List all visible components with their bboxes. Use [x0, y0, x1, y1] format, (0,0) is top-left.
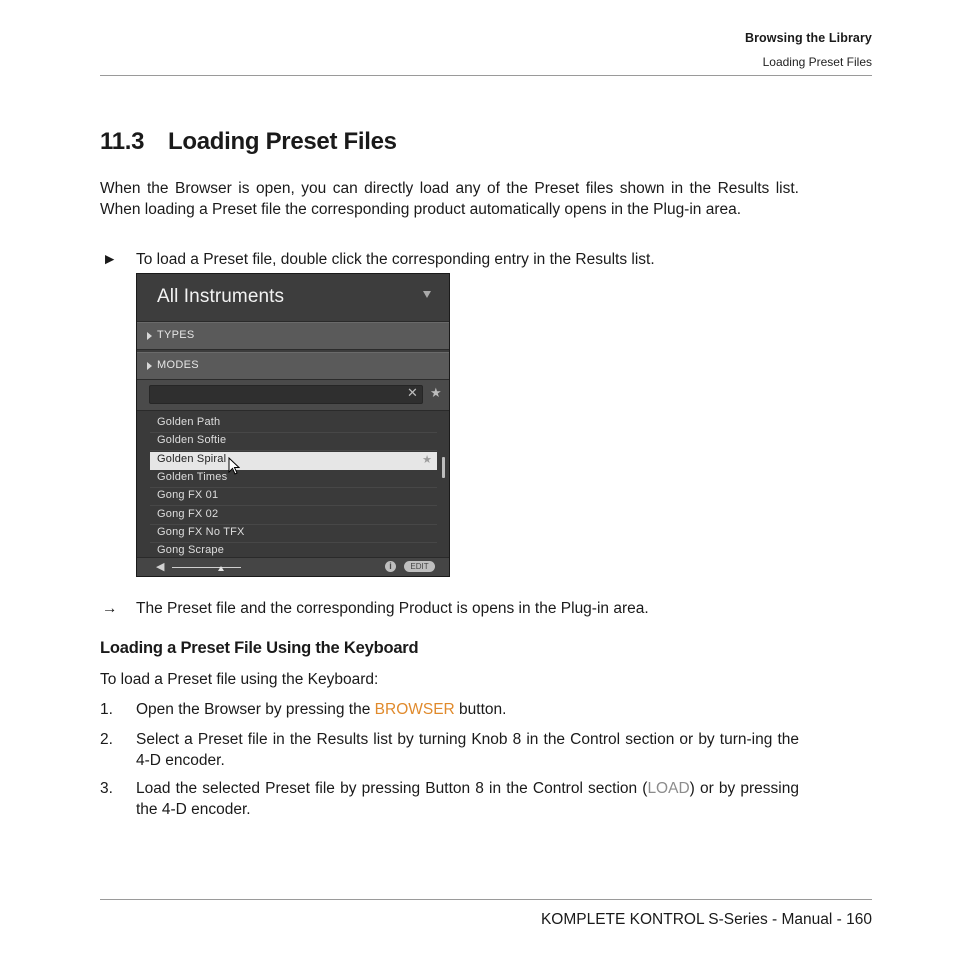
header-divider	[100, 75, 872, 76]
step-number: 3.	[100, 780, 113, 797]
step-number: 1.	[100, 701, 113, 718]
step-text	[136, 779, 799, 820]
results-list	[137, 411, 449, 557]
section-number: 11.3	[100, 128, 145, 155]
result-item[interactable]	[150, 415, 437, 433]
browser-panel-screenshot	[136, 273, 450, 577]
intro-paragraph: When the Browser is open, you can directly load any of the Preset files shown in the Results list. When loading a Preset file the corresponding product automatically opens in the Plug-in area.	[100, 180, 799, 218]
instruction-text: To load a Preset file, double click the corresponding entry in the Results list.	[136, 251, 655, 268]
volume-slider-handle[interactable]	[218, 566, 224, 571]
result-item-label: Gong FX 01	[157, 489, 219, 501]
instruction-arrow-icon: ►	[102, 251, 118, 268]
speaker-icon[interactable]: ◀	[156, 561, 165, 573]
result-item-selected[interactable]	[150, 452, 437, 470]
search-bar	[137, 380, 449, 411]
result-item[interactable]	[150, 470, 437, 488]
page-footer: KOMPLETE KONTROL S-Series - Manual - 160	[540, 911, 872, 928]
edit-button[interactable]: EDIT	[404, 561, 435, 572]
filter-modes[interactable]	[137, 352, 449, 380]
result-item-label: Gong FX No TFX	[157, 526, 245, 538]
subsection-heading: Loading a Preset File Using the Keyboard	[100, 639, 419, 657]
mouse-cursor-icon	[228, 457, 240, 475]
results-scrollbar[interactable]	[442, 457, 445, 478]
filter-types[interactable]	[137, 322, 449, 350]
result-item-label: Golden Spiral	[157, 453, 227, 465]
result-item-label: Golden Path	[157, 416, 221, 428]
result-item[interactable]	[150, 488, 437, 506]
result-item-label: Gong Scrape	[157, 544, 225, 556]
step-text-part: Open the Browser by pressing the	[136, 701, 375, 718]
result-item[interactable]	[150, 507, 437, 525]
browser-button-name: BROWSER	[374, 701, 455, 718]
clear-search-icon[interactable]: ✕	[407, 385, 418, 400]
filter-types-label: TYPES	[157, 329, 195, 341]
volume-slider[interactable]	[172, 567, 241, 568]
expand-triangle-icon	[147, 332, 152, 340]
search-input[interactable]	[149, 385, 423, 404]
filter-modes-label: MODES	[157, 359, 199, 371]
load-function-name: LOAD	[647, 780, 690, 797]
step-number: 2.	[100, 731, 113, 748]
section-title: Loading Preset Files	[168, 128, 397, 155]
favorite-star-icon[interactable]: ★	[422, 454, 432, 466]
expand-triangle-icon	[147, 362, 152, 370]
favorites-star-icon[interactable]: ★	[430, 385, 442, 400]
dropdown-caret-icon[interactable]	[423, 291, 431, 298]
step-text-part: Load the selected Preset file by pressing Button 8 in the Control section (	[136, 780, 648, 797]
instrument-selector-label: All Instruments	[157, 286, 285, 307]
result-item[interactable]	[150, 525, 437, 543]
result-text: The Preset file and the corresponding Product is opens in the Plug-in area.	[136, 600, 649, 617]
step-text	[136, 700, 799, 721]
result-item-label: Golden Softie	[157, 434, 227, 446]
result-arrow-icon: →	[102, 600, 118, 617]
step-text-part: button.	[454, 701, 507, 718]
result-item-label: Golden Times	[157, 471, 228, 483]
panel-footer	[137, 557, 449, 577]
info-icon[interactable]: i	[385, 561, 396, 572]
step-text: Select a Preset file in the Results list by turning Knob 8 in the Control section or by turn-ing the 4-D encoder.	[136, 731, 799, 769]
running-header-section: Browsing the Library	[744, 31, 872, 45]
running-header-subsection: Loading Preset Files	[762, 55, 872, 69]
footer-divider	[100, 899, 872, 900]
section-heading	[100, 128, 397, 156]
instrument-selector[interactable]	[137, 274, 449, 322]
result-item[interactable]	[150, 433, 437, 451]
result-item-label: Gong FX 02	[157, 508, 219, 520]
keyboard-intro: To load a Preset file using the Keyboard:	[100, 671, 379, 688]
result-item[interactable]	[150, 543, 437, 557]
step-text-part: ) or by pressing the 4-D encoder.	[136, 780, 799, 818]
